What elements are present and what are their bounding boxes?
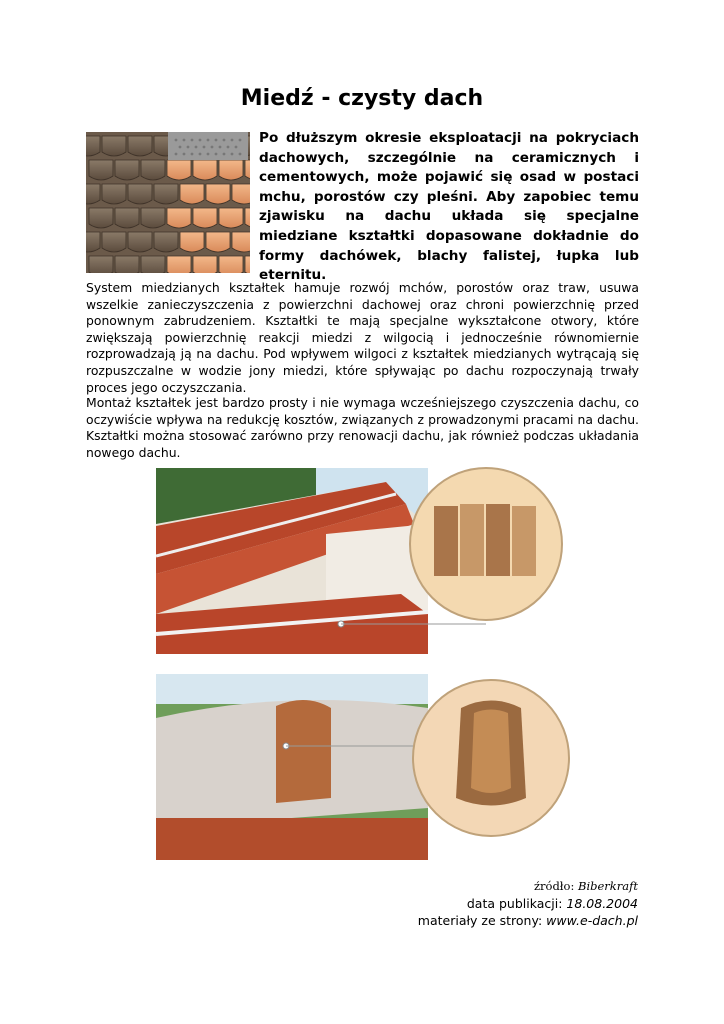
source-line xyxy=(534,878,638,895)
date-label: data publikacji: xyxy=(466,896,563,911)
site-link[interactable]: www.e-dach.pl xyxy=(546,913,638,928)
site-label: materiały ze strony: xyxy=(417,913,543,928)
source-label: źródło: xyxy=(533,879,575,893)
source-value: Biberkraft xyxy=(578,879,638,893)
date-value: 18.08.2004 xyxy=(566,896,638,911)
site-line xyxy=(418,912,638,929)
page-title: Miedź - czysty dach xyxy=(240,86,484,111)
body-paragraph-2: Montaż kształtek jest bardzo prosty i nie wymaga wcześniejszego czyszczenia dachu, co oczywiście wpływa na redukcję kosztów, związanych z prowadzonymi pracami na dachu. Kształtki można stosować zarówno przy renowacji dachu, jak również podczas układania nowego dachu. xyxy=(86,395,639,460)
body-paragraph-1: System miedzianych kształtek hamuje rozwój mchów, porostów oraz traw, usuwa wszelkie zanieczyszczenia z powierzchni dachowej oraz chroni powierzchnię przed ponownym zabrudzeniem. Kształtki te mają specjalne wykształcone otwory, które zwiększają powierzchnię reakcji miedzi z wilgocią i jednocześnie równomiernie rozprowadzają ją na dachu. Pod wpływem wilgoci z kształtek miedzianych wytrącają się rozpuszczalne w wodzie jony miedzi, które spływając po dachu rozpoczynają trwały proces jego oczyszczania. xyxy=(86,280,639,395)
roof-copper-strip-figure xyxy=(156,464,586,656)
ridge-copper-figure xyxy=(156,668,576,860)
lead-paragraph: Po dłuższym okresie eksploatacji na pokryciach dachowych, szczególnie na ceramicznych i cementowych, może pojawić się osad w postaci mchu, porostów czy pleśni. Aby zapobiec temu zjawisku na dachu układa się specjalne miedziane kształtki dopasowane dokładnie do formy dachówek, blachy falistej, łupka lub eternitu. xyxy=(259,130,639,284)
publication-date-line xyxy=(467,895,638,912)
roof-tiles-photo xyxy=(86,132,250,273)
